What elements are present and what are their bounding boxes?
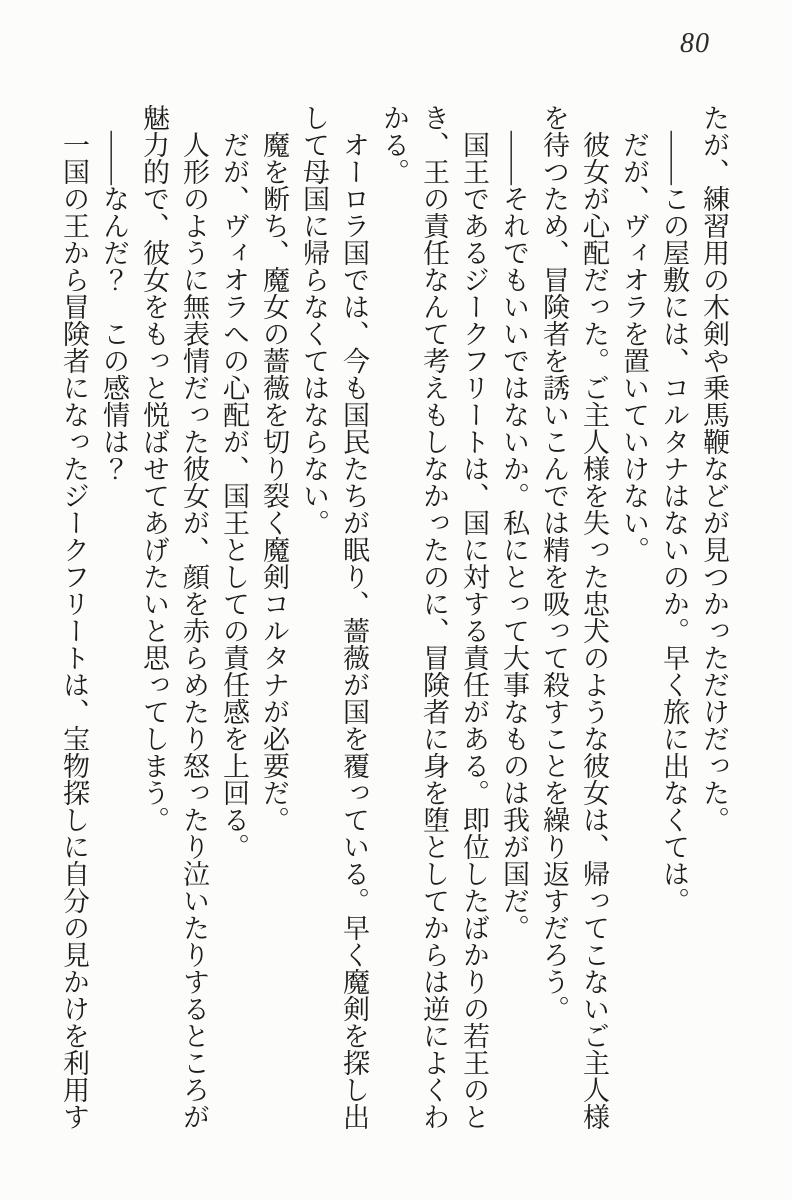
page-number: 80	[680, 28, 710, 59]
paragraph: 人形のように無表情だった彼女が、顔を赤らめたり怒ったり泣いたりするところが魅力的で、彼女をもっと悦ばせてあげたいと思ってしまう。	[139, 104, 209, 1130]
paragraph: 彼女が心配だった。ご主人様を失った忠犬のような彼女は、帰ってこないご主人様を待つため、冒険者を誘いこんでは精を吸って殺すことを繰り返すだろう。	[539, 104, 609, 1130]
paragraph: 魔を断ち、魔女の薔薇を切り裂く魔剣コルタナが必要だ。	[259, 131, 289, 833]
paragraph: オーロラ国では、今も国民たちが眠り、薔薇が国を覆っている。早く魔剣を探し出して母国に帰らなくてはならない。	[299, 104, 369, 1130]
paragraph: だが、ヴィオラへの心配が、国王としての責任感を上回る。	[219, 131, 249, 860]
paragraph: ――この屋敷には、コルタナはないのか。早く旅に出なくては。	[659, 131, 689, 914]
vertical-text-block	[52, 104, 734, 1136]
paragraph: たが、練習用の木剣や乗馬鞭などが見つかっただけだった。	[699, 104, 729, 833]
paragraph: ――なんだ？ この感情は？	[99, 131, 129, 482]
paragraph: ――それでもいいではないか。私にとって大事なものは我が国だ。	[499, 131, 529, 941]
paragraph: だが、ヴィオラを置いていけない。	[619, 131, 649, 563]
paragraph: 国王であるジークフリートは、国に対する責任がある。即位したばかりの若王のとき、王の責任なんて考えもしなかったのに、冒険者に身を堕としてからは逆によくわかる。	[379, 104, 489, 1130]
paragraph: 一国の王から冒険者になったジークフリートは、宝物探しに自分の見かけを利用す	[59, 131, 89, 1130]
